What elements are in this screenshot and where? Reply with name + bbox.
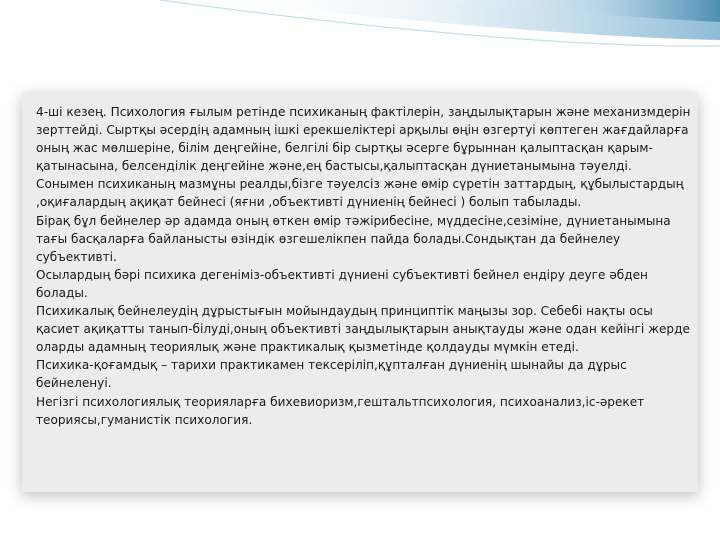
paragraph-main-theories: Негізгі психологиялық теорияларға бихевиоризм,гештальтпсихология, психоанализ,іс-әрекет теориясы,гуманистік психология.: [36, 394, 645, 427]
paragraph-stage-4: 4-ші кезең. Психология ғылым ретінде психиканың фактілерін, заңдылықтарын және механизмдерін зерттейді. Сыртқы әсердің адамның ішкі ерекшеліктері арқылы өңін өзгертуі көптеген жағдайларға оның жас мөлшеріне, білім деңгейіне, белгілі бір сыртқы әсерге бұрыннан қалыптасқан қарым-қатынасына, белсенділік деңгейіне және,ең бастысы,қалыптасқан дүниетанымына тәуелді. Сонымен психиканың мазмұны реалды,бізге тәуелсіз және өмір сүретін заттардың, құбылыстардың ,оқиғалардың ақиқат бейнесі (яғни ,объективті дүниенің бейнесі ) болып табылады.: [36, 105, 691, 210]
paragraph-psyche-definition: Осылардың бәрі психика дегеніміз-объективті дүниені субъективті бейнел ендіру деуге әбден болады.: [36, 267, 648, 300]
paragraph-correctness-principle: Психикалық бейнелеудің дұрыстығын мойындаудың принциптік маңызы зор. Себебі нақты осы қасиет ақиқатты танып-білуді,оның объективті заңдылықтарын анықтауды және одан кейінгі жерде оларды адамның теориялық және практикалық қызметінде қолдауды мүмкін етеді.: [36, 304, 690, 355]
paragraph-socio-historical: Психика-қоғамдық – тарихи практикамен тексеріліп,құпталған дүниенің шынайы да дұрыс бейнеленуі.: [36, 358, 627, 391]
text-body: [36, 103, 692, 429]
decorative-swoosh: [0, 0, 720, 90]
paragraph-subjective-images: Бірақ бұл бейнелер әр адамда оның өткен өмір тәжірибесіне, мүддесіне,сезіміне, дүниетанымына тағы басқаларға байланысты өзіндік өзгешелікпен пайда болады.Сондықтан да бейнелеу субъективті.: [36, 213, 671, 264]
